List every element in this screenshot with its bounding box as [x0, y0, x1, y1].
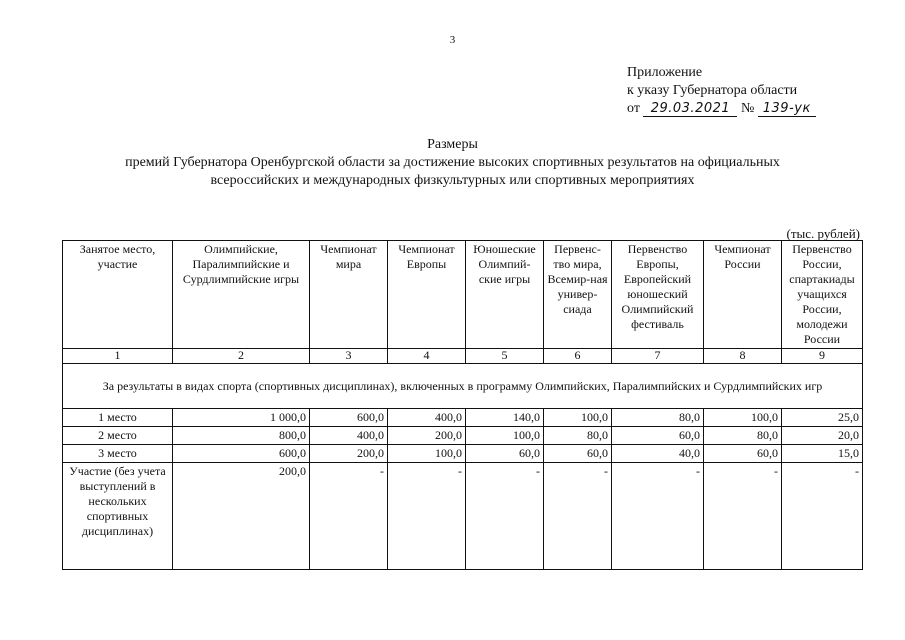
column-number: 7	[612, 349, 704, 364]
header-cell: Олимпийские, Паралимпийские и Сурдлимпийские игры	[173, 241, 310, 349]
table-row	[63, 427, 863, 445]
appendix-title: Приложение	[627, 65, 703, 80]
column-number: 6	[544, 349, 612, 364]
value-cell: 100,0	[466, 427, 544, 445]
header-cell: Первенство Европы, Европейский юношеский Олимпийский фестиваль	[612, 241, 704, 349]
column-number: 4	[388, 349, 466, 364]
value-cell: -	[388, 463, 466, 570]
value-cell: 600,0	[173, 445, 310, 463]
place-cell: Участие (без учета выступлений в нескольких спортивных дисциплинах)	[63, 463, 173, 570]
value-cell: -	[466, 463, 544, 570]
table-row	[63, 409, 863, 427]
value-cell: 400,0	[388, 409, 466, 427]
value-cell: 800,0	[173, 427, 310, 445]
value-cell: 140,0	[466, 409, 544, 427]
from-label: от	[627, 101, 640, 116]
units-label: (тыс. рублей)	[786, 226, 860, 241]
value-cell: 100,0	[388, 445, 466, 463]
place-cell: 2 место	[63, 427, 173, 445]
number-label: №	[740, 101, 755, 116]
column-number-row	[63, 349, 863, 364]
value-cell: 80,0	[612, 409, 704, 427]
value-cell: 200,0	[310, 445, 388, 463]
column-number: 9	[782, 349, 863, 364]
header-cell: Первенство России, спартакиады учащихся России, молодежи России	[782, 241, 863, 349]
value-cell: 200,0	[388, 427, 466, 445]
value-cell: -	[612, 463, 704, 570]
value-cell: 60,0	[466, 445, 544, 463]
column-number: 5	[466, 349, 544, 364]
value-cell: 20,0	[782, 427, 863, 445]
header-cell: Чемпионат Европы	[388, 241, 466, 349]
title-line-2: премий Губернатора Оренбургской области за достижение высоких спортивных результатов на официальных	[125, 155, 780, 170]
place-cell: 3 место	[63, 445, 173, 463]
value-cell: 25,0	[782, 409, 863, 427]
column-number: 1	[63, 349, 173, 364]
appendix-block	[627, 64, 816, 118]
value-cell: 60,0	[544, 445, 612, 463]
value-cell: 200,0	[173, 463, 310, 570]
value-cell: -	[782, 463, 863, 570]
column-number: 3	[310, 349, 388, 364]
value-cell: 60,0	[704, 445, 782, 463]
column-number: 8	[704, 349, 782, 364]
table-row	[63, 463, 863, 570]
value-cell: 80,0	[544, 427, 612, 445]
section-title: За результаты в видах спорта (спортивных дисциплинах), включенных в программу Олимпийских, Паралимпийских и Сурдлимпийских игр	[63, 364, 863, 409]
value-cell: 100,0	[544, 409, 612, 427]
value-cell: -	[544, 463, 612, 570]
table-header-row	[63, 241, 863, 349]
decree-number: 139-ук	[758, 102, 816, 117]
value-cell: 400,0	[310, 427, 388, 445]
title-line-1: Размеры	[427, 137, 478, 152]
title-line-3: всероссийских и международных физкультурных или спортивных мероприятиях	[210, 173, 695, 188]
header-cell: Чемпионат России	[704, 241, 782, 349]
column-number: 2	[173, 349, 310, 364]
decree-date: 29.03.2021	[643, 102, 737, 117]
header-cell: Занятое место, участие	[63, 241, 173, 349]
value-cell: 60,0	[612, 427, 704, 445]
appendix-reference: к указу Губернатора области	[627, 83, 798, 98]
value-cell: -	[310, 463, 388, 570]
value-cell: 100,0	[704, 409, 782, 427]
value-cell: 80,0	[704, 427, 782, 445]
value-cell: 600,0	[310, 409, 388, 427]
document-title	[80, 136, 825, 190]
section-row	[63, 364, 863, 409]
page-number: 3	[449, 34, 456, 46]
header-cell: Юношеские Олимпий-ские игры	[466, 241, 544, 349]
value-cell: 15,0	[782, 445, 863, 463]
prizes-table	[62, 240, 863, 570]
value-cell: 40,0	[612, 445, 704, 463]
header-cell: Первенс-тво мира, Всемир-ная универ-сиада	[544, 241, 612, 349]
table-row	[63, 445, 863, 463]
place-cell: 1 место	[63, 409, 173, 427]
value-cell: 1 000,0	[173, 409, 310, 427]
appendix-date-line	[627, 100, 816, 118]
value-cell: -	[704, 463, 782, 570]
header-cell: Чемпионат мира	[310, 241, 388, 349]
